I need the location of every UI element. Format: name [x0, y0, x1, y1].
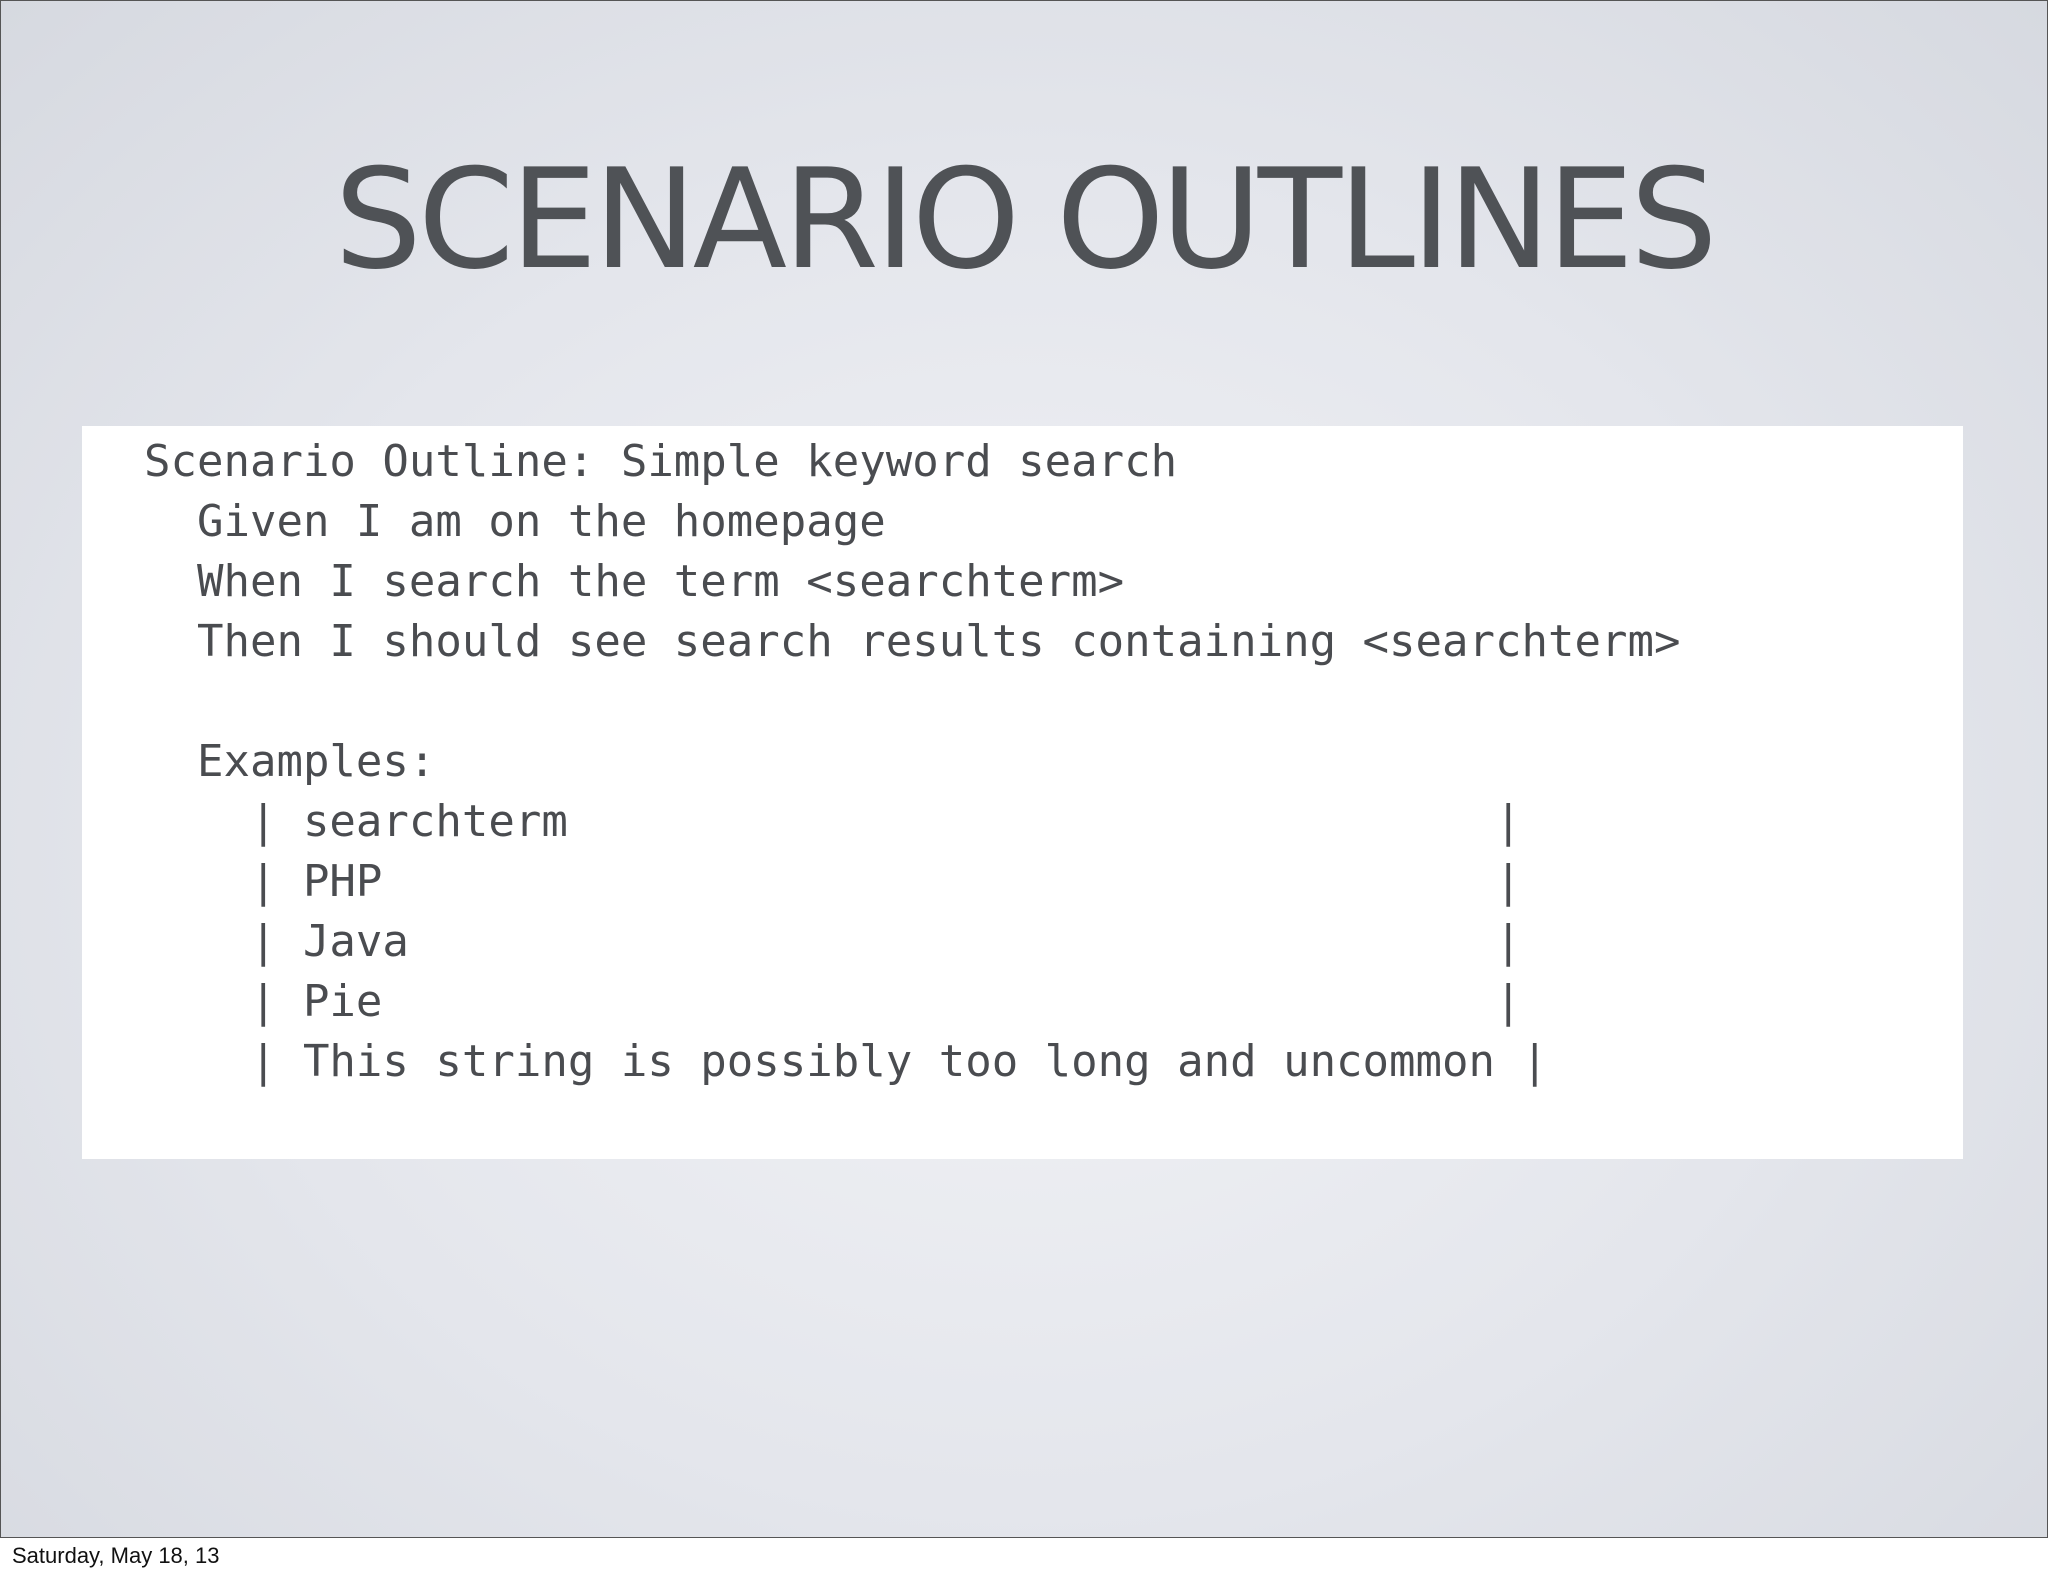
code-block [82, 426, 1963, 1159]
example-row: | This string is possibly too long and uncommon | [144, 1036, 1548, 1087]
code-line-examples: Examples: [144, 736, 436, 787]
code-line-when: When I search the term <searchterm> [144, 556, 1125, 607]
slide-title: SCENARIO OUTLINES [334, 139, 1714, 300]
footer-bar [0, 1538, 2048, 1576]
example-row-header: | searchterm | [144, 796, 1522, 847]
code-line-given: Given I am on the homepage [144, 496, 886, 547]
code-line-then: Then I should see search results containing <searchterm> [144, 616, 1681, 667]
example-row: | PHP | [144, 856, 1522, 907]
example-row: | Pie | [144, 976, 1522, 1027]
footer-date: Saturday, May 18, 13 [12, 1543, 220, 1568]
code-line-scenario-outline: Scenario Outline: Simple keyword search [144, 436, 1178, 487]
example-row: | Java | [144, 916, 1522, 967]
